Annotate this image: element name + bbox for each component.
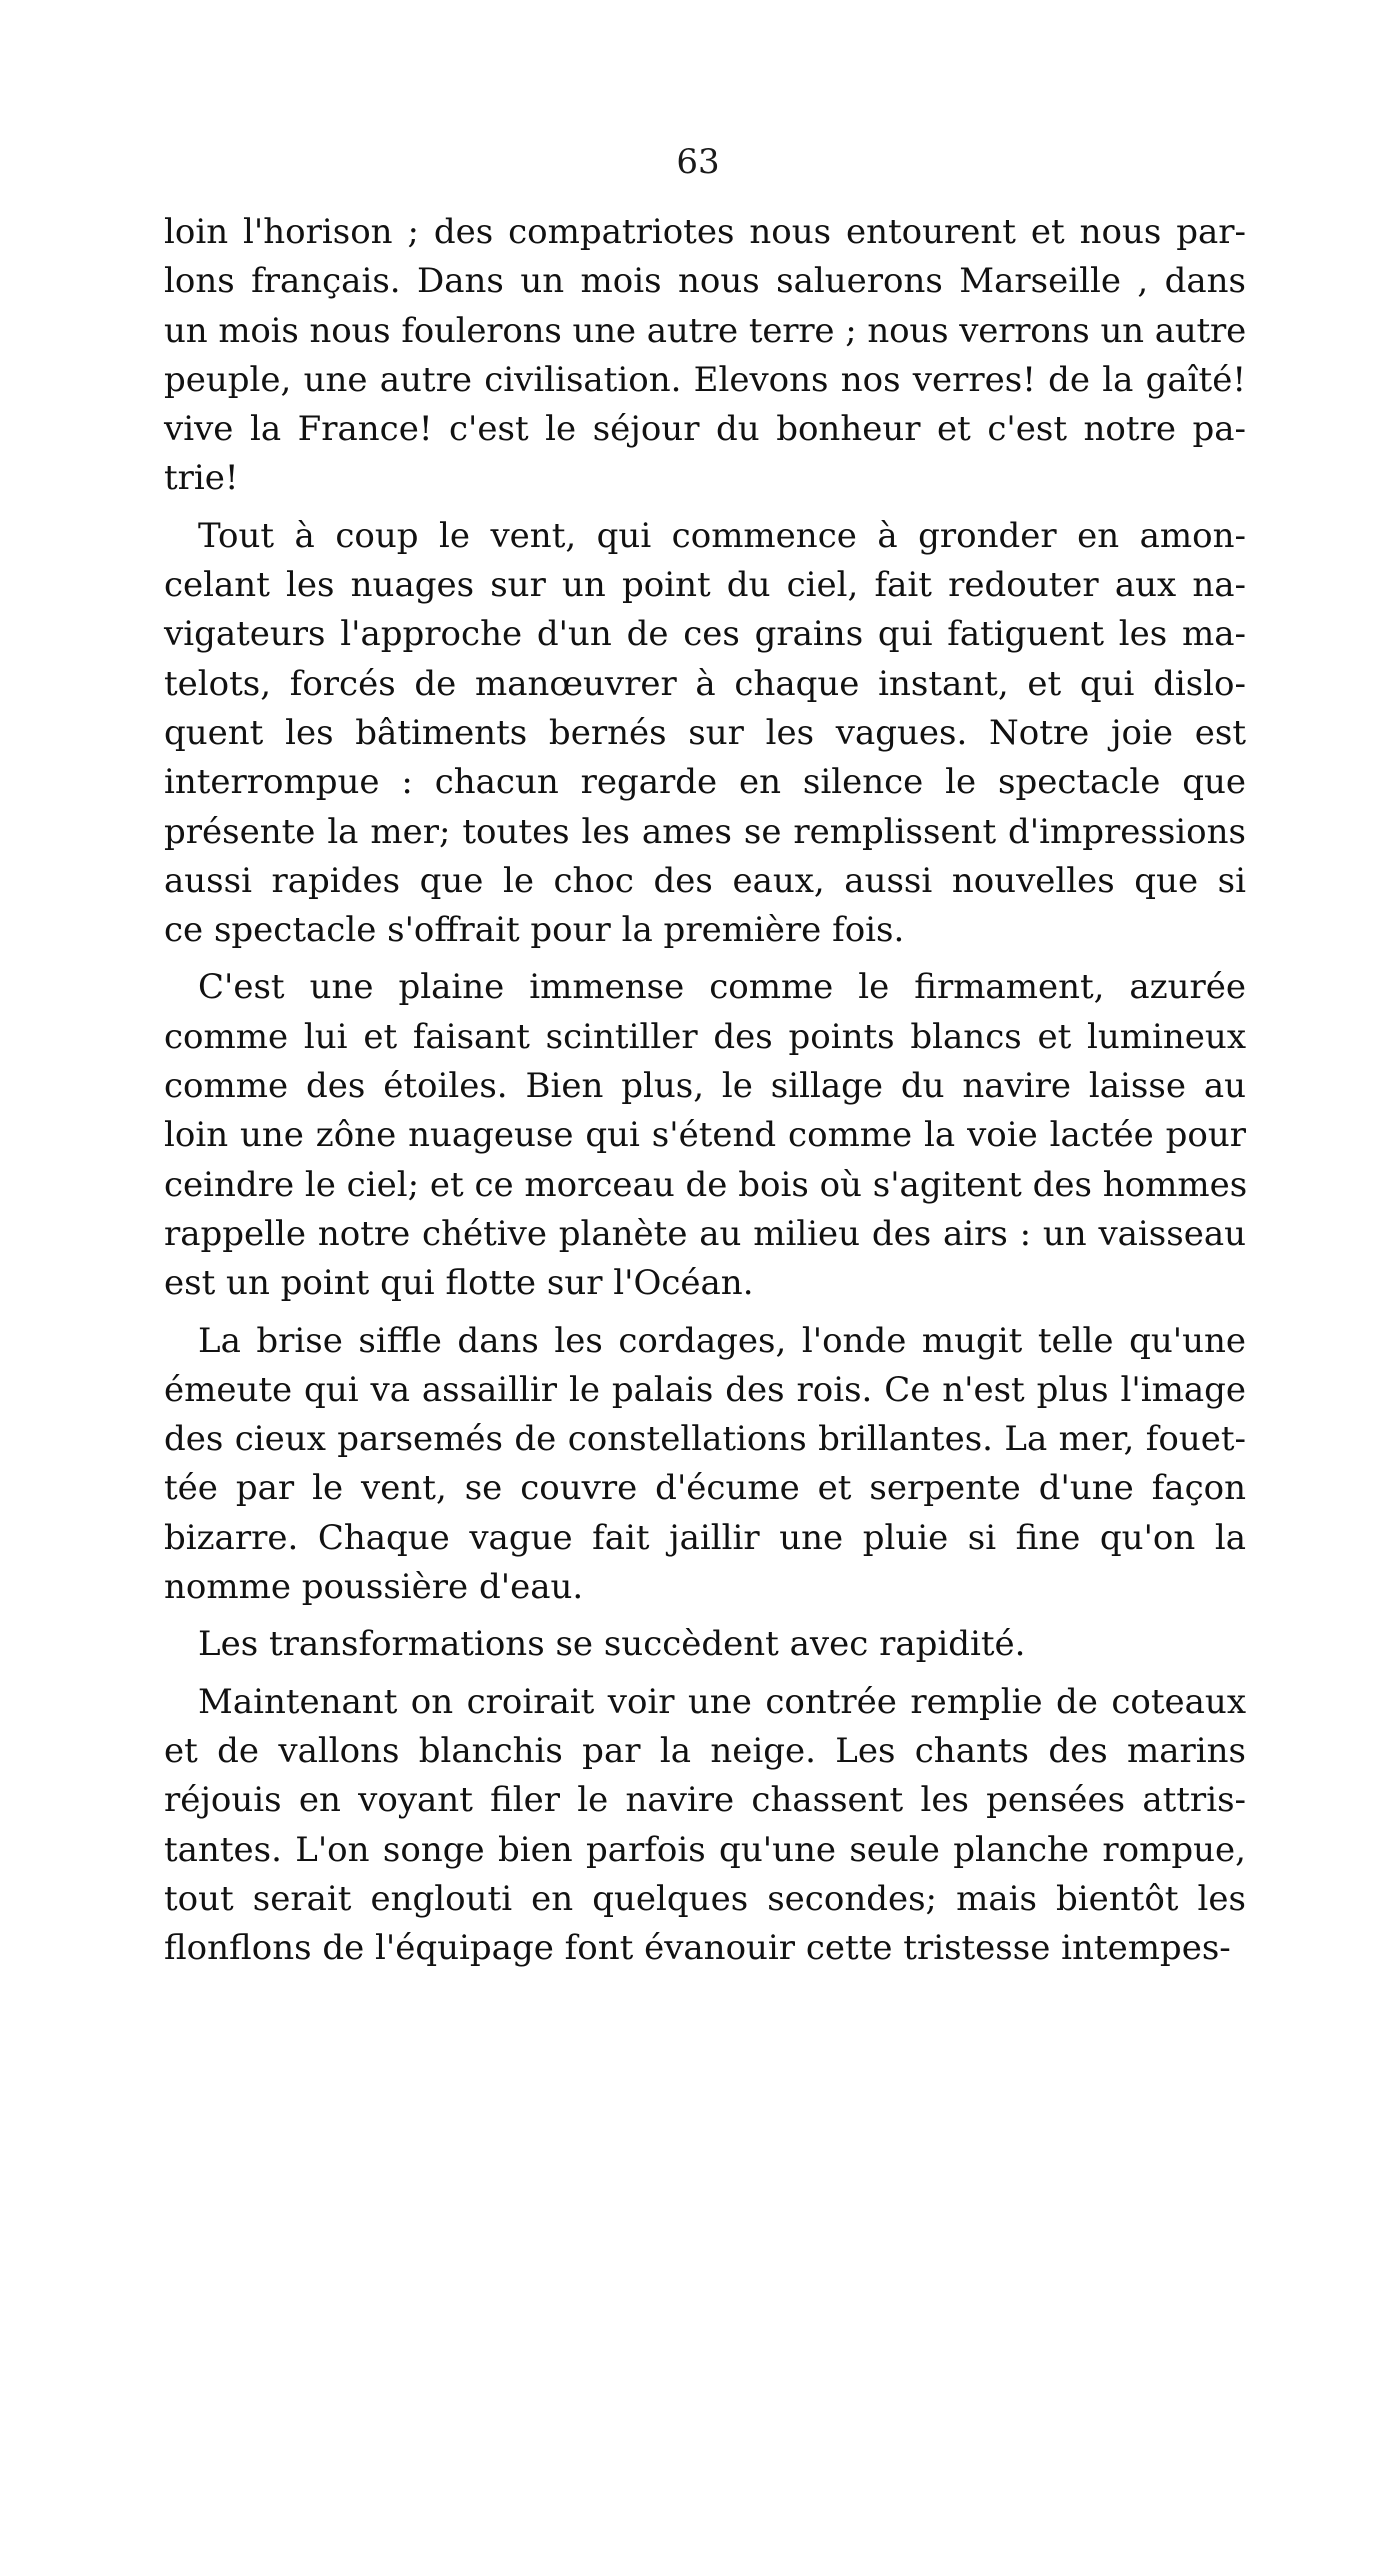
paragraph (164, 208, 1246, 504)
text-line: ce spectacle s'offrait pour la première fois. (164, 910, 905, 951)
text-line: quent les bâtiments bernés sur les vagues. Notre joie est (164, 712, 1246, 753)
paragraph-gap (164, 955, 1246, 963)
text-line: rappelle notre chétive planète au milieu des airs : un vaisseau (164, 1213, 1246, 1254)
paragraph (164, 1678, 1246, 1974)
text-line: flonflons de l'équipage font évanouir cette tristesse intempes- (164, 1928, 1231, 1969)
text-line: Tout à coup le vent, qui commence à gronder en amon- (198, 515, 1246, 556)
text-line: présente la mer; toutes les ames se remplissent d'impressions (164, 811, 1246, 852)
text-line: nomme poussière d'eau. (164, 1567, 584, 1608)
text-line: vive la France! c'est le séjour du bonheur et c'est notre pa- (164, 409, 1246, 450)
paragraph-gap (164, 1612, 1246, 1620)
text-line: lons français. Dans un mois nous saluerons Marseille , dans (164, 261, 1246, 302)
text-line: telots, forcés de manœuvrer à chaque instant, et qui dislo- (164, 663, 1246, 704)
text-line: vigateurs l'approche d'un de ces grains qui fatiguent les ma- (164, 614, 1246, 655)
text-line: C'est une plaine immense comme le firmament, azurée (198, 967, 1246, 1008)
text-line: et de vallons blanchis par la neige. Les chants des marins (164, 1730, 1246, 1771)
text-line: comme des étoiles. Bien plus, le sillage du navire laisse au (164, 1066, 1246, 1107)
text-line: peuple, une autre civilisation. Elevons nos verres! de la gaîté! (164, 359, 1246, 400)
text-line: aussi rapides que le choc des eaux, aussi nouvelles que si (164, 860, 1246, 901)
text-line: un mois nous foulerons une autre terre ; nous verrons un autre (164, 310, 1246, 351)
text-line: comme lui et faisant scintiller des points blancs et lumineux (164, 1016, 1246, 1057)
body-text (164, 208, 1246, 1973)
text-line: loin une zône nuageuse qui s'étend comme la voie lactée pour (164, 1115, 1246, 1156)
text-line: Les transformations se succèdent avec rapidité. (198, 1624, 1026, 1665)
text-line: réjouis en voyant filer le navire chassent les pensées attris- (164, 1780, 1246, 1821)
paragraph (164, 512, 1246, 956)
text-line: trie! (164, 458, 239, 499)
text-line: tout serait englouti en quelques secondes; mais bientôt les (164, 1878, 1246, 1919)
text-line: La brise siffle dans les cordages, l'onde mugit telle qu'une (198, 1320, 1246, 1361)
paragraph (164, 1620, 1246, 1669)
text-line: bizarre. Chaque vague fait jaillir une pluie si fine qu'on la (164, 1517, 1246, 1558)
page-number: 63 (676, 142, 720, 182)
text-line: est un point qui flotte sur l'Océan. (164, 1263, 754, 1304)
paragraph-gap (164, 1309, 1246, 1317)
text-line: émeute qui va assaillir le palais des rois. Ce n'est plus l'image (164, 1369, 1246, 1410)
text-line: ceindre le ciel; et ce morceau de bois où s'agitent des hommes (164, 1164, 1248, 1205)
text-line: tée par le vent, se couvre d'écume et serpente d'une façon (164, 1468, 1246, 1509)
text-line: interrompue : chacun regarde en silence le spectacle que (164, 762, 1246, 803)
text-line: Maintenant on croirait voir une contrée remplie de coteaux (198, 1681, 1246, 1722)
text-line: celant les nuages sur un point du ciel, fait redouter aux na- (164, 565, 1246, 606)
text-line: des cieux parsemés de constellations brillantes. La mer, fouet- (164, 1419, 1246, 1460)
paragraph (164, 963, 1246, 1308)
text-line: loin l'horison ; des compatriotes nous entourent et nous par- (164, 212, 1246, 252)
paragraph-gap (164, 504, 1246, 512)
text-line: tantes. L'on songe bien parfois qu'une seule planche rompue, (164, 1829, 1246, 1870)
paragraph-gap (164, 1670, 1246, 1678)
paragraph (164, 1317, 1246, 1613)
